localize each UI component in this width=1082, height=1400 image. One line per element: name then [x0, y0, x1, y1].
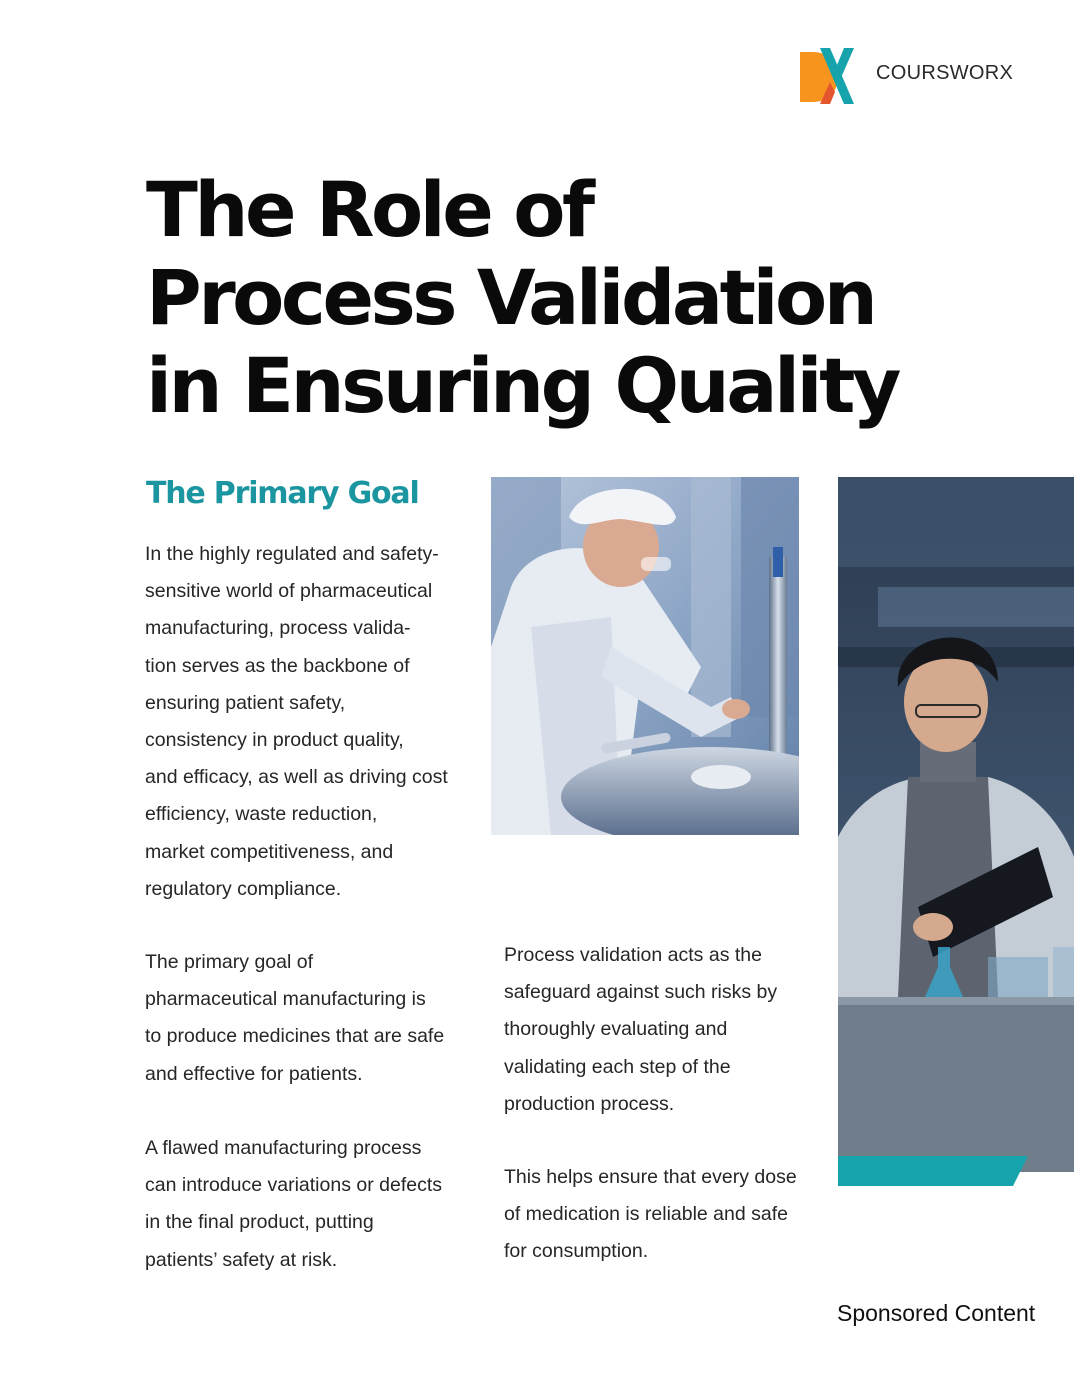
- text-line: can introduce variations or defects: [145, 1174, 442, 1197]
- text-line: of medication is reliable and safe: [504, 1203, 788, 1226]
- text-line: and effective for patients.: [145, 1062, 363, 1085]
- text-line: sensitive world of pharmaceutical: [145, 580, 433, 603]
- page-title: [146, 166, 898, 430]
- paragraph-flawed-process: [145, 1130, 442, 1279]
- text-line: efficiency, waste reduction,: [145, 803, 378, 826]
- paragraph-reliable-dose: [504, 1159, 797, 1271]
- text-line: market competitiveness, and: [145, 840, 394, 863]
- sponsored-content-label: Sponsored Content: [837, 1300, 1036, 1326]
- text-line: thoroughly evaluating and: [504, 1018, 728, 1041]
- title-line: The Role of: [146, 165, 592, 254]
- text-line: and efficacy, as well as driving cost: [145, 766, 448, 789]
- text-line: regulatory compliance.: [145, 877, 342, 900]
- text-line: A flawed manufacturing process: [145, 1137, 422, 1159]
- text-line: patients’ safety at risk.: [145, 1248, 338, 1271]
- photo-scientist-tablet: [838, 477, 1074, 1172]
- text-line: Process validation acts as the: [504, 944, 762, 966]
- text-line: validating each step of the: [504, 1055, 731, 1078]
- title-line: Process Validation: [146, 253, 875, 342]
- text-line: ensuring patient safety,: [145, 691, 346, 714]
- paragraph-primary-goal: [145, 944, 444, 1093]
- coursworx-logo-icon: [798, 46, 856, 106]
- section-heading: The Primary Goal: [146, 476, 419, 511]
- text-line: in the final product, putting: [145, 1211, 374, 1234]
- text-line: production process.: [504, 1092, 675, 1115]
- text-line: In the highly regulated and safety-: [145, 543, 439, 565]
- paragraph-safeguard: [504, 937, 777, 1123]
- text-line: The primary goal of: [145, 951, 313, 973]
- text-line: tion serves as the backbone of: [145, 654, 410, 677]
- photo-technician-equipment: [491, 477, 799, 835]
- text-line: safeguard against such risks by: [504, 981, 778, 1004]
- teal-accent-bar: [838, 1156, 1028, 1186]
- text-line: manufacturing, process valida-: [145, 617, 411, 640]
- text-line: This helps ensure that every dose: [504, 1166, 797, 1188]
- text-line: for consumption.: [504, 1240, 649, 1263]
- text-line: consistency in product quality,: [145, 729, 404, 752]
- text-line: pharmaceutical manufacturing is: [145, 988, 426, 1011]
- title-line: in Ensuring Quality: [146, 341, 898, 430]
- paragraph-intro: [145, 536, 448, 908]
- text-line: to produce medicines that are safe: [145, 1025, 445, 1048]
- brand-name: COURSWORX: [876, 62, 1014, 84]
